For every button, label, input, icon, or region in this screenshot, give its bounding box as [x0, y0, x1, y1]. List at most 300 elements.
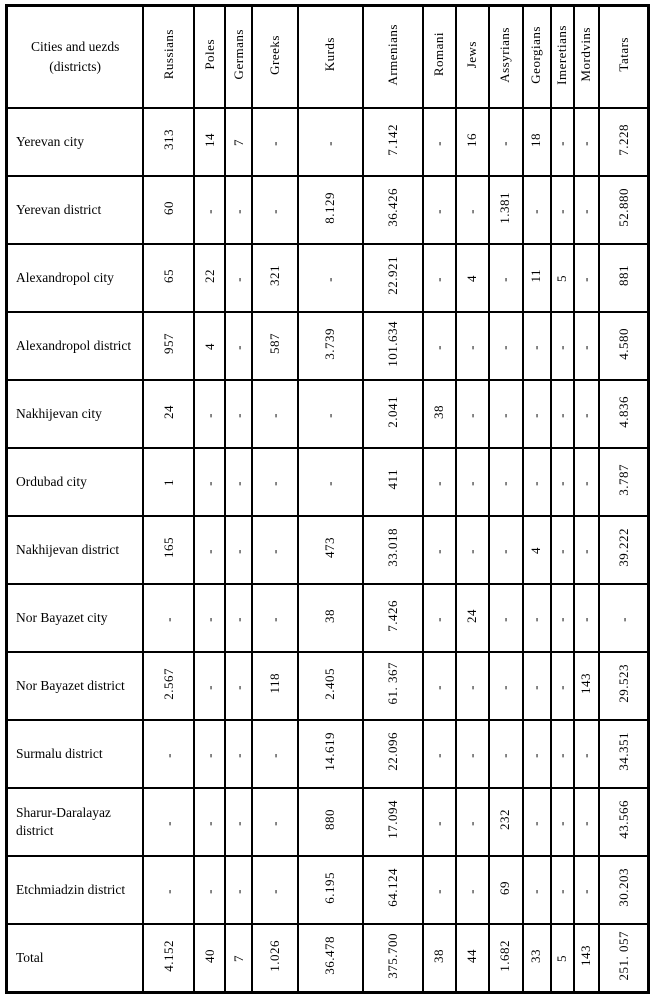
value-cell: [574, 176, 600, 244]
column-header-label: Mordvins: [578, 27, 594, 82]
cell-value: -: [431, 889, 447, 894]
value-cell: [523, 584, 551, 652]
value-cell: [423, 380, 456, 448]
row-label: Nor Bayazet district: [7, 652, 144, 720]
row-label: Yerevan city: [7, 108, 144, 176]
column-header-label: Russians: [160, 29, 176, 80]
cell-value: -: [553, 209, 569, 214]
value-cell: [551, 176, 574, 244]
value-cell: [523, 516, 551, 584]
table-row-etchmiadzin-district: [7, 856, 649, 924]
cell-value: -: [431, 209, 447, 214]
cell-value: -: [528, 345, 544, 350]
value-cell: [574, 720, 600, 788]
value-cell: [456, 788, 489, 856]
value-cell: [423, 244, 456, 312]
value-cell: [252, 856, 298, 924]
cell-value: -: [528, 753, 544, 758]
cell-value: 52.880: [615, 188, 631, 227]
value-cell: [143, 176, 194, 244]
cell-value: 4: [201, 343, 217, 350]
value-cell: [225, 312, 252, 380]
cell-value: 5: [553, 955, 569, 962]
column-header-label: Tatars: [615, 37, 631, 72]
value-cell: [423, 652, 456, 720]
cell-value: -: [578, 889, 594, 894]
value-cell: [194, 244, 225, 312]
value-cell: [225, 924, 252, 993]
cell-value: -: [266, 753, 282, 758]
value-cell: [423, 788, 456, 856]
cell-value: 24: [160, 404, 176, 419]
cell-value: 38: [322, 608, 338, 623]
cell-value: 33: [528, 948, 544, 963]
value-cell: [363, 856, 423, 924]
value-cell: [423, 516, 456, 584]
value-cell: [489, 516, 523, 584]
cell-value: -: [201, 685, 217, 690]
column-header-label: Armenians: [384, 23, 400, 86]
value-cell: [599, 380, 648, 448]
table-row-nor-bayazet-city: [7, 584, 649, 652]
value-cell: [298, 856, 363, 924]
table-body: [7, 108, 649, 993]
column-header-imeretians: [551, 6, 574, 109]
value-cell: [194, 584, 225, 652]
value-cell: [523, 448, 551, 516]
cell-value: -: [464, 549, 480, 554]
cell-value: -: [322, 277, 338, 282]
cell-value: 232: [497, 809, 513, 830]
value-cell: [194, 856, 225, 924]
cell-value: -: [553, 685, 569, 690]
value-cell: [194, 652, 225, 720]
row-label: Sharur-Daralayaz district: [7, 788, 144, 856]
cell-value: 22: [201, 268, 217, 283]
cell-value: -: [497, 481, 513, 486]
cell-value: 64.124: [384, 868, 400, 907]
cell-value: -: [266, 821, 282, 826]
cell-value: -: [201, 209, 217, 214]
value-cell: [599, 788, 648, 856]
cell-value: -: [230, 617, 246, 622]
table-row-nakhijevan-district: [7, 516, 649, 584]
value-cell: [423, 448, 456, 516]
row-label: Total: [7, 924, 144, 993]
cell-value: -: [497, 753, 513, 758]
cell-value: -: [230, 685, 246, 690]
column-header-label: Germans: [230, 29, 246, 80]
cell-value: -: [230, 481, 246, 486]
value-cell: [363, 788, 423, 856]
cell-value: -: [553, 481, 569, 486]
cell-value: -: [615, 617, 631, 622]
cell-value: -: [553, 413, 569, 418]
value-cell: [225, 652, 252, 720]
cell-value: 4.152: [160, 939, 176, 972]
column-header-label: Georgians: [528, 25, 544, 84]
value-cell: [143, 652, 194, 720]
value-cell: [599, 856, 648, 924]
value-cell: [252, 720, 298, 788]
value-cell: [194, 108, 225, 176]
value-cell: [599, 244, 648, 312]
row-label: Nor Bayazet city: [7, 584, 144, 652]
header-row: [7, 6, 649, 109]
value-cell: [143, 108, 194, 176]
value-cell: [551, 652, 574, 720]
value-cell: [423, 176, 456, 244]
value-cell: [143, 380, 194, 448]
cell-value: -: [497, 549, 513, 554]
cell-value: 11: [528, 268, 544, 283]
value-cell: [574, 924, 600, 993]
value-cell: [252, 244, 298, 312]
value-cell: [143, 448, 194, 516]
value-cell: [574, 448, 600, 516]
value-cell: [363, 312, 423, 380]
value-cell: [143, 856, 194, 924]
value-cell: [252, 584, 298, 652]
value-cell: [252, 108, 298, 176]
value-cell: [298, 312, 363, 380]
value-cell: [551, 584, 574, 652]
value-cell: [523, 108, 551, 176]
value-cell: [423, 856, 456, 924]
cell-value: 7.142: [384, 123, 400, 156]
value-cell: [225, 856, 252, 924]
value-cell: [298, 652, 363, 720]
row-label: Nakhijevan district: [7, 516, 144, 584]
cell-value: 321: [266, 265, 282, 286]
population-table: [5, 4, 650, 994]
cell-value: -: [160, 821, 176, 826]
cell-value: 14: [201, 132, 217, 147]
cell-value: -: [553, 549, 569, 554]
value-cell: [298, 788, 363, 856]
row-label: Ordubad city: [7, 448, 144, 516]
value-cell: [363, 652, 423, 720]
cell-value: 957: [160, 333, 176, 354]
value-cell: [456, 108, 489, 176]
value-cell: [523, 924, 551, 993]
value-cell: [194, 788, 225, 856]
value-cell: [423, 312, 456, 380]
cell-value: 36.478: [322, 936, 338, 975]
cell-value: 118: [266, 673, 282, 694]
value-cell: [599, 312, 648, 380]
cell-value: -: [201, 413, 217, 418]
table-row-sharur-daralayaz-district: [7, 788, 649, 856]
column-header-label: Greeks: [266, 34, 282, 75]
cell-value: -: [266, 209, 282, 214]
value-cell: [194, 924, 225, 993]
value-cell: [194, 380, 225, 448]
value-cell: [363, 448, 423, 516]
value-cell: [363, 176, 423, 244]
cell-value: 38: [431, 948, 447, 963]
value-cell: [574, 652, 600, 720]
value-cell: [489, 720, 523, 788]
value-cell: [363, 244, 423, 312]
cell-value: 411: [384, 469, 400, 490]
cell-value: 16: [464, 132, 480, 147]
cell-value: -: [497, 413, 513, 418]
value-cell: [574, 244, 600, 312]
table-row-nakhijevan-city: [7, 380, 649, 448]
cell-value: 30.203: [615, 868, 631, 907]
value-cell: [363, 924, 423, 993]
cell-value: 1.381: [497, 191, 513, 224]
cell-value: -: [578, 481, 594, 486]
cell-value: -: [578, 753, 594, 758]
cell-value: -: [578, 617, 594, 622]
column-header-romani: [423, 6, 456, 109]
value-cell: [252, 516, 298, 584]
cell-value: -: [578, 141, 594, 146]
cell-value: -: [230, 413, 246, 418]
value-cell: [523, 856, 551, 924]
cell-value: -: [528, 413, 544, 418]
cell-value: 5: [553, 275, 569, 282]
cell-value: -: [431, 481, 447, 486]
cell-value: 3.787: [615, 463, 631, 496]
value-cell: [489, 584, 523, 652]
cell-value: 165: [160, 537, 176, 558]
value-cell: [599, 584, 648, 652]
value-cell: [194, 448, 225, 516]
cell-value: 7.426: [384, 599, 400, 632]
cell-value: 22.921: [384, 256, 400, 295]
cell-value: 880: [322, 809, 338, 830]
cell-value: -: [497, 685, 513, 690]
cell-value: -: [201, 889, 217, 894]
cell-value: -: [464, 821, 480, 826]
value-cell: [363, 108, 423, 176]
value-cell: [489, 652, 523, 720]
value-cell: [489, 448, 523, 516]
value-cell: [194, 312, 225, 380]
column-header-label: Kurds: [322, 37, 338, 72]
cell-value: -: [431, 685, 447, 690]
cell-value: -: [497, 141, 513, 146]
cell-value: -: [553, 141, 569, 146]
cell-value: 40: [201, 948, 217, 963]
cell-value: -: [464, 889, 480, 894]
value-cell: [456, 380, 489, 448]
cell-value: -: [497, 345, 513, 350]
value-cell: [599, 924, 648, 993]
cell-value: 4.580: [615, 327, 631, 360]
value-cell: [363, 380, 423, 448]
value-cell: [252, 448, 298, 516]
value-cell: [599, 448, 648, 516]
column-header-label: Imeretians: [553, 24, 569, 85]
cell-value: -: [464, 209, 480, 214]
value-cell: [599, 176, 648, 244]
value-cell: [456, 448, 489, 516]
value-cell: [574, 856, 600, 924]
cell-value: 65: [160, 268, 176, 283]
cell-value: -: [266, 413, 282, 418]
value-cell: [363, 584, 423, 652]
row-label: Surmalu district: [7, 720, 144, 788]
value-cell: [489, 924, 523, 993]
value-cell: [551, 516, 574, 584]
cell-value: 24: [464, 608, 480, 623]
page: [0, 4, 650, 979]
cell-value: -: [230, 549, 246, 554]
value-cell: [574, 788, 600, 856]
value-cell: [599, 516, 648, 584]
cell-value: -: [230, 889, 246, 894]
value-cell: [225, 448, 252, 516]
value-cell: [551, 720, 574, 788]
cell-value: -: [528, 481, 544, 486]
cell-value: -: [497, 277, 513, 282]
table-row-surmalu-district: [7, 720, 649, 788]
cell-value: -: [230, 277, 246, 282]
cell-value: 251. 057: [615, 930, 631, 981]
value-cell: [143, 312, 194, 380]
cell-value: 6.195: [322, 871, 338, 904]
cell-value: -: [201, 617, 217, 622]
value-cell: [298, 516, 363, 584]
cell-value: 36.426: [384, 188, 400, 227]
column-header-kurds: [298, 6, 363, 109]
cell-value: -: [201, 821, 217, 826]
cell-value: 18: [528, 132, 544, 147]
column-header-label: Assyrians: [497, 26, 513, 83]
value-cell: [489, 108, 523, 176]
cell-value: -: [464, 753, 480, 758]
value-cell: [456, 516, 489, 584]
value-cell: [143, 584, 194, 652]
cell-value: -: [431, 821, 447, 826]
cell-value: -: [322, 481, 338, 486]
column-header-russians: [143, 6, 194, 109]
cell-value: 375.700: [384, 932, 400, 979]
cell-value: -: [266, 617, 282, 622]
table-row-nor-bayazet-district: [7, 652, 649, 720]
value-cell: [298, 924, 363, 993]
row-label: Etchmiadzin district: [7, 856, 144, 924]
value-cell: [252, 924, 298, 993]
value-cell: [489, 244, 523, 312]
cell-value: 1: [160, 479, 176, 486]
value-cell: [252, 176, 298, 244]
value-cell: [456, 652, 489, 720]
cell-value: -: [160, 889, 176, 894]
value-cell: [298, 176, 363, 244]
cell-value: -: [322, 413, 338, 418]
row-label: Nakhijevan city: [7, 380, 144, 448]
cell-value: -: [578, 821, 594, 826]
cell-value: 8.129: [322, 191, 338, 224]
cell-value: 61. 367: [384, 662, 400, 705]
value-cell: [599, 720, 648, 788]
row-label: Yerevan district: [7, 176, 144, 244]
cell-value: 881: [615, 265, 631, 286]
cell-value: -: [431, 277, 447, 282]
value-cell: [194, 516, 225, 584]
cell-value: 33.018: [384, 528, 400, 567]
cell-value: 1.026: [266, 939, 282, 972]
value-cell: [298, 108, 363, 176]
table-row-yerevan-city: [7, 108, 649, 176]
value-cell: [143, 244, 194, 312]
cell-value: 587: [266, 333, 282, 354]
cell-value: 34.351: [615, 732, 631, 771]
cell-value: 7.228: [615, 123, 631, 156]
cell-value: 60: [160, 200, 176, 215]
value-cell: [551, 312, 574, 380]
value-cell: [225, 176, 252, 244]
value-cell: [574, 516, 600, 584]
cell-value: 38: [431, 404, 447, 419]
cell-value: -: [553, 345, 569, 350]
cell-value: -: [266, 141, 282, 146]
value-cell: [489, 312, 523, 380]
value-cell: [456, 176, 489, 244]
value-cell: [363, 720, 423, 788]
value-cell: [298, 244, 363, 312]
cell-value: 14.619: [322, 732, 338, 771]
cell-value: -: [578, 345, 594, 350]
value-cell: [551, 924, 574, 993]
cell-value: -: [230, 345, 246, 350]
value-cell: [489, 856, 523, 924]
value-cell: [523, 720, 551, 788]
value-cell: [143, 516, 194, 584]
value-cell: [523, 652, 551, 720]
value-cell: [225, 244, 252, 312]
value-cell: [298, 584, 363, 652]
column-header-georgians: [523, 6, 551, 109]
cell-value: 22.096: [384, 732, 400, 771]
cell-value: -: [230, 821, 246, 826]
cell-value: -: [578, 413, 594, 418]
value-cell: [194, 720, 225, 788]
header-corner-cell: Cities and uezds (districts): [7, 6, 144, 109]
value-cell: [456, 924, 489, 993]
column-header-germans: [225, 6, 252, 109]
cell-value: 44: [464, 948, 480, 963]
cell-value: 69: [497, 880, 513, 895]
value-cell: [574, 584, 600, 652]
cell-value: -: [431, 141, 447, 146]
table-row-total: [7, 924, 649, 993]
cell-value: -: [464, 413, 480, 418]
cell-value: -: [201, 549, 217, 554]
value-cell: [523, 380, 551, 448]
cell-value: -: [266, 549, 282, 554]
cell-value: -: [553, 753, 569, 758]
cell-value: 2.041: [384, 395, 400, 428]
value-cell: [423, 720, 456, 788]
cell-value: 143: [578, 945, 594, 966]
cell-value: -: [266, 481, 282, 486]
cell-value: -: [553, 889, 569, 894]
cell-value: -: [230, 753, 246, 758]
cell-value: 2.405: [322, 667, 338, 700]
value-cell: [423, 108, 456, 176]
cell-value: 4.836: [615, 395, 631, 428]
cell-value: -: [160, 753, 176, 758]
value-cell: [489, 380, 523, 448]
value-cell: [551, 448, 574, 516]
cell-value: -: [201, 753, 217, 758]
